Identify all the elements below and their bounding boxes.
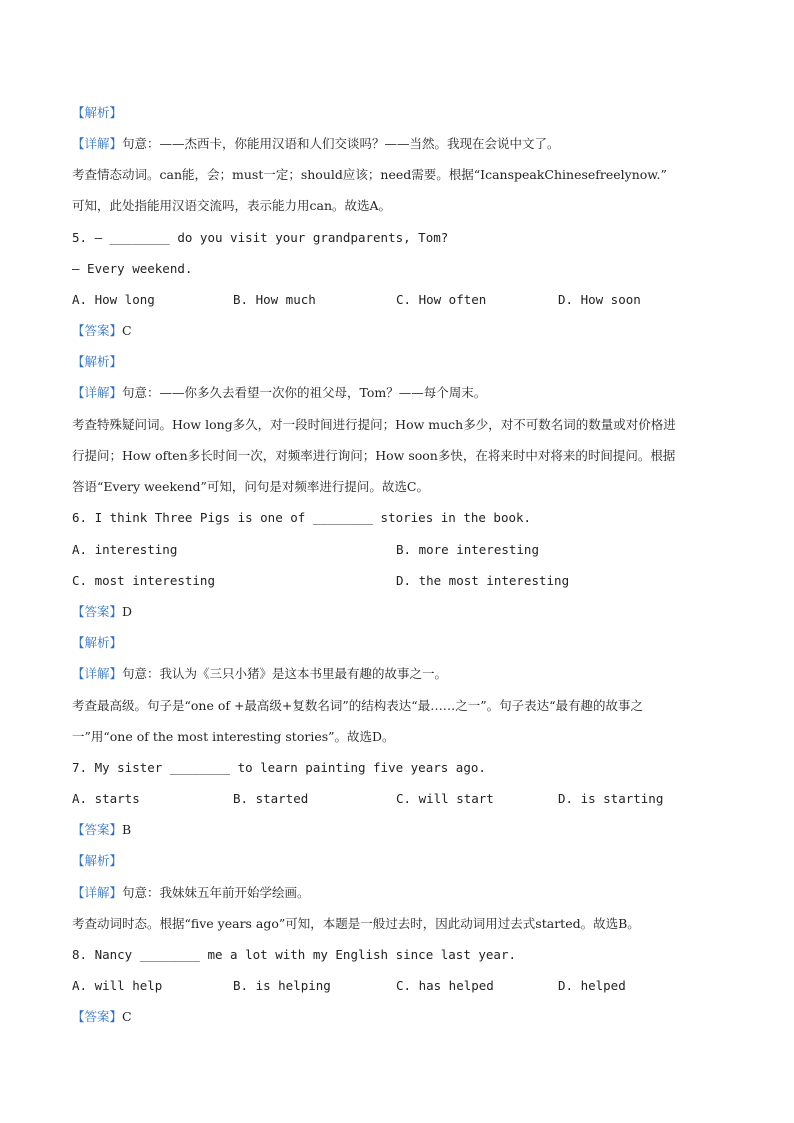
answer-line [72,1007,132,1027]
option-a: A. How long [72,292,155,307]
detail-tag: 【详解】 [72,136,123,151]
option-d: D. is starting [558,791,664,806]
detail-text: 句意：——你多久去看望一次你的祖父母，Tom？——每个周末。 [122,385,487,400]
option-a: A. will help [72,978,163,993]
answer-tag: 【答案】 [72,1009,123,1024]
answer-line [72,820,131,840]
answer-tag: 【答案】 [72,604,123,619]
option-b: B. How much [233,292,316,307]
question-stem: 5. — ________ do you visit your grandparents, Tom? [72,230,449,245]
explanation-line: 行提问；How often多长时间一次，对频率进行询问；How soon多快，在将来时中对将来的时间提问。根据 [72,448,676,463]
analysis-tag: 【解析】 [72,354,123,369]
option-c: C. most interesting [72,573,215,588]
question-reply: — Every weekend. [72,261,193,276]
answer-tag: 【答案】 [72,822,123,837]
option-b: B. more interesting [396,542,539,557]
option-c: C. has helped [396,978,494,993]
explanation-line: 可知，此处指能用汉语交流吗，表示能力用can。故选A。 [72,198,392,213]
detail-tag: 【详解】 [72,385,123,400]
detail-tag: 【详解】 [72,666,123,681]
option-c: C. will start [396,791,494,806]
explanation-line: 一”用“one of the most interesting stories”。故选D。 [72,729,395,744]
answer-tag: 【答案】 [72,323,123,338]
answer-value: B [122,822,132,837]
option-b: B. is helping [233,978,331,993]
explanation-line: 答语“Every weekend”可知，问句是对频率进行提问。故选C。 [72,479,429,494]
analysis-tag: 【解析】 [72,635,123,650]
answer-value: D [122,604,133,619]
option-d: D. the most interesting [396,573,570,588]
answer-line [72,321,132,341]
answer-value: C [122,1009,132,1024]
option-b: B. started [233,791,309,806]
answer-value: C [122,323,132,338]
option-a: A. interesting [72,542,178,557]
detail-tag: 【详解】 [72,885,123,900]
detail-line [72,883,310,903]
option-d: D. How soon [558,292,641,307]
option-a: A. starts [72,791,140,806]
explanation-line: 考查动词时态。根据“five years ago”可知，本题是一般过去时，因此动词用过去式started。故选B。 [72,916,640,931]
analysis-tag: 【解析】 [72,105,123,120]
analysis-tag: 【解析】 [72,853,123,868]
question-stem: 6. I think Three Pigs is one of ________ stories in the book. [72,510,532,525]
detail-line [72,383,486,403]
detail-text: 句意：——杰西卡，你能用汉语和人们交谈吗？——当然。我现在会说中文了。 [122,136,560,151]
explanation-line: 考查特殊疑问词。How long多久，对一段时间进行提问；How much多少，对不可数名词的数量或对价格进 [72,417,676,432]
detail-line [72,134,560,154]
explanation-line: 考查情态动词。can能，会；must一定；should应该；need需要。根据“IcanspeakChinesefreelynow.” [72,167,667,182]
detail-text: 句意：我妹妹五年前开始学绘画。 [122,885,310,900]
option-d: D. helped [558,978,626,993]
detail-text: 句意：我认为《三只小猪》是这本书里最有趣的故事之一。 [122,666,448,681]
option-c: C. How often [396,292,487,307]
question-stem: 8. Nancy ________ me a lot with my English since last year. [72,947,517,962]
detail-line [72,664,447,684]
explanation-line: 考查最高级。句子是“one of +最高级+复数名词”的结构表达“最……之一”。句子表达“最有趣的故事之 [72,698,643,713]
answer-line [72,602,132,622]
question-stem: 7. My sister ________ to learn painting five years ago. [72,760,486,775]
